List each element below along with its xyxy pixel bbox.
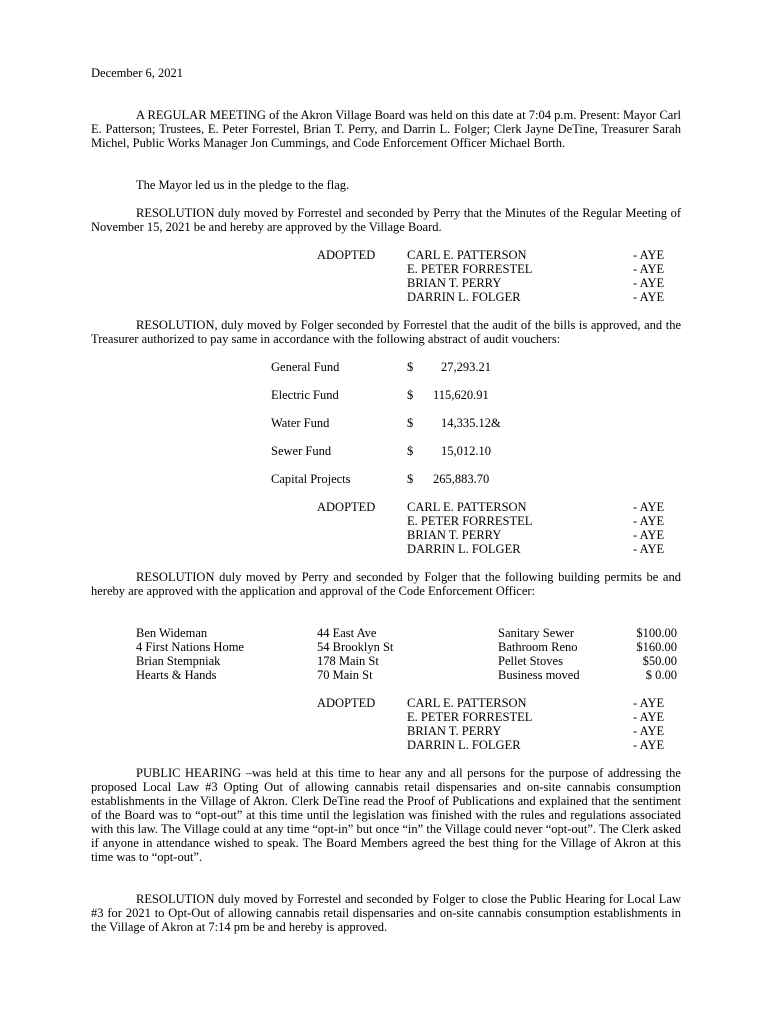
intro-paragraph: A REGULAR MEETING of the Akron Village Board was held on this date at 7:04 p.m. Present: Mayor Carl E. Patterson; Trustees, E. Peter Forrestel, Brian T. Perry, and Darrin L. Folger; Clerk Jayne DeTine, Treasurer Sarah Michel, Public Works Manager Jon Cummings, and Code Enforcement Officer Michael Borth. xyxy=(91,108,681,150)
fund-name: Electric Fund xyxy=(271,388,339,402)
fund-row xyxy=(271,388,531,402)
pledge-paragraph: The Mayor led us in the pledge to the flag. xyxy=(136,178,350,192)
fund-currency: $ xyxy=(407,360,414,374)
vote-ayes xyxy=(633,696,664,752)
permit-address: 44 East Ave xyxy=(317,626,377,640)
permit-address: 178 Main St xyxy=(317,654,379,668)
fund-name: Sewer Fund xyxy=(271,444,332,458)
fund-row xyxy=(271,472,531,486)
vote-member: BRIAN T. PERRY xyxy=(407,276,502,290)
adopted-label: ADOPTED xyxy=(317,500,376,514)
resolution-audit: RESOLUTION, duly moved by Folger seconded by Forrestel that the audit of the bills is approved, and the Treasurer authorized to pay same in accordance with the following abstract of audit vouchers: xyxy=(91,318,681,346)
vote-aye: - AYE xyxy=(633,542,665,556)
resolution-permits: RESOLUTION duly moved by Perry and seconded by Folger that the following building permits be and hereby are approved with the application and approval of the Code Enforcement Officer: xyxy=(91,570,681,598)
vote-member: DARRIN L. FOLGER xyxy=(407,738,521,752)
fund-amount: 115,620.91 xyxy=(433,388,489,402)
vote-aye: - AYE xyxy=(633,262,665,276)
permit-type: Business moved xyxy=(498,668,580,682)
vote-aye: - AYE xyxy=(633,528,665,542)
permit-name: Brian Stempniak xyxy=(136,654,221,668)
permit-address: 70 Main St xyxy=(317,668,373,682)
permit-name: 4 First Nations Home xyxy=(136,640,244,654)
vote-members xyxy=(407,248,532,304)
permit-row xyxy=(136,654,681,668)
vote-aye: - AYE xyxy=(633,514,665,528)
vote-ayes xyxy=(633,248,664,304)
fund-amount: 27,293.21 xyxy=(441,360,491,374)
permit-type: Pellet Stoves xyxy=(498,654,563,668)
permit-type: Sanitary Sewer xyxy=(498,626,575,640)
fund-amount: 265,883.70 xyxy=(433,472,490,486)
vote-block-minutes xyxy=(317,248,677,304)
vote-aye: - AYE xyxy=(633,738,665,752)
fund-row xyxy=(271,444,531,458)
fund-name: General Fund xyxy=(271,360,340,374)
vote-member: E. PETER FORRESTEL xyxy=(407,262,533,276)
vote-aye: - AYE xyxy=(633,500,665,514)
vote-block-permits xyxy=(317,696,677,752)
vote-aye: - AYE xyxy=(633,696,665,710)
vote-aye: - AYE xyxy=(633,710,665,724)
permit-fee: $ 0.00 xyxy=(645,668,677,682)
fund-currency: $ xyxy=(407,444,414,458)
vote-aye: - AYE xyxy=(633,276,665,290)
vote-aye: - AYE xyxy=(633,724,665,738)
fund-amount: 14,335.12& xyxy=(441,416,501,430)
permit-name: Ben Wideman xyxy=(136,626,208,640)
fund-currency: $ xyxy=(407,472,414,486)
vote-member: DARRIN L. FOLGER xyxy=(407,290,521,304)
permit-fee: $100.00 xyxy=(636,626,677,640)
vote-block-audit xyxy=(317,500,677,556)
fund-row xyxy=(271,416,531,430)
resolution-close-hearing: RESOLUTION duly moved by Forrestel and seconded by Folger to close the Public Hearing for Local Law #3 for 2021 to Opt-Out of allowing cannabis retail dispensaries and on-site cannabis consumption establishments in the Village of Akron at 7:14 pm be and hereby is approved. xyxy=(91,892,681,934)
vote-aye: - AYE xyxy=(633,290,665,304)
adopted-label: ADOPTED xyxy=(317,248,376,262)
fund-currency: $ xyxy=(407,416,414,430)
vote-members xyxy=(407,500,532,556)
meeting-date: December 6, 2021 xyxy=(91,66,183,80)
fund-name: Capital Projects xyxy=(271,472,351,486)
fund-amount: 15,012.10 xyxy=(441,444,491,458)
permit-address: 54 Brooklyn St xyxy=(317,640,394,654)
permit-fee: $160.00 xyxy=(636,640,677,654)
permit-name: Hearts & Hands xyxy=(136,668,217,682)
permit-row xyxy=(136,640,681,654)
vote-member: BRIAN T. PERRY xyxy=(407,528,502,542)
adopted-label: ADOPTED xyxy=(317,696,376,710)
permit-type: Bathroom Reno xyxy=(498,640,578,654)
permit-row xyxy=(136,668,681,682)
vote-aye: - AYE xyxy=(633,248,665,262)
permit-row xyxy=(136,626,681,640)
permit-fee: $50.00 xyxy=(642,654,677,668)
vote-ayes xyxy=(633,500,664,556)
vote-member: CARL E. PATTERSON xyxy=(407,500,527,514)
fund-name: Water Fund xyxy=(271,416,330,430)
vote-member: E. PETER FORRESTEL xyxy=(407,710,533,724)
vote-member: CARL E. PATTERSON xyxy=(407,696,527,710)
public-hearing-paragraph: PUBLIC HEARING –was held at this time to hear any and all persons for the purpose of addressing the proposed Local Law #3 Opting Out of allowing cannabis retail dispensaries and on-site cannabis consumption establishments in the Village of Akron. Clerk DeTine read the Proof of Publications and explained that the sentiment of the Board was to “opt-out” at this time until the legislation was finished with the rules and regulations associated with this law. The Village could at any time “opt-in” but once “in” the Village could never “opt-out”. The Clerk asked if anyone in attendance wished to speak. The Board Members agreed the best thing for the Village of Akron at this time was to “opt-out”. xyxy=(91,766,681,864)
fund-row xyxy=(271,360,531,374)
resolution-minutes: RESOLUTION duly moved by Forrestel and seconded by Perry that the Minutes of the Regular Meeting of November 15, 2021 be and hereby are approved by the Village Board. xyxy=(91,206,681,234)
fund-currency: $ xyxy=(407,388,414,402)
vote-member: BRIAN T. PERRY xyxy=(407,724,502,738)
vote-members xyxy=(407,696,532,752)
vote-member: E. PETER FORRESTEL xyxy=(407,514,533,528)
vote-member: CARL E. PATTERSON xyxy=(407,248,527,262)
vote-member: DARRIN L. FOLGER xyxy=(407,542,521,556)
